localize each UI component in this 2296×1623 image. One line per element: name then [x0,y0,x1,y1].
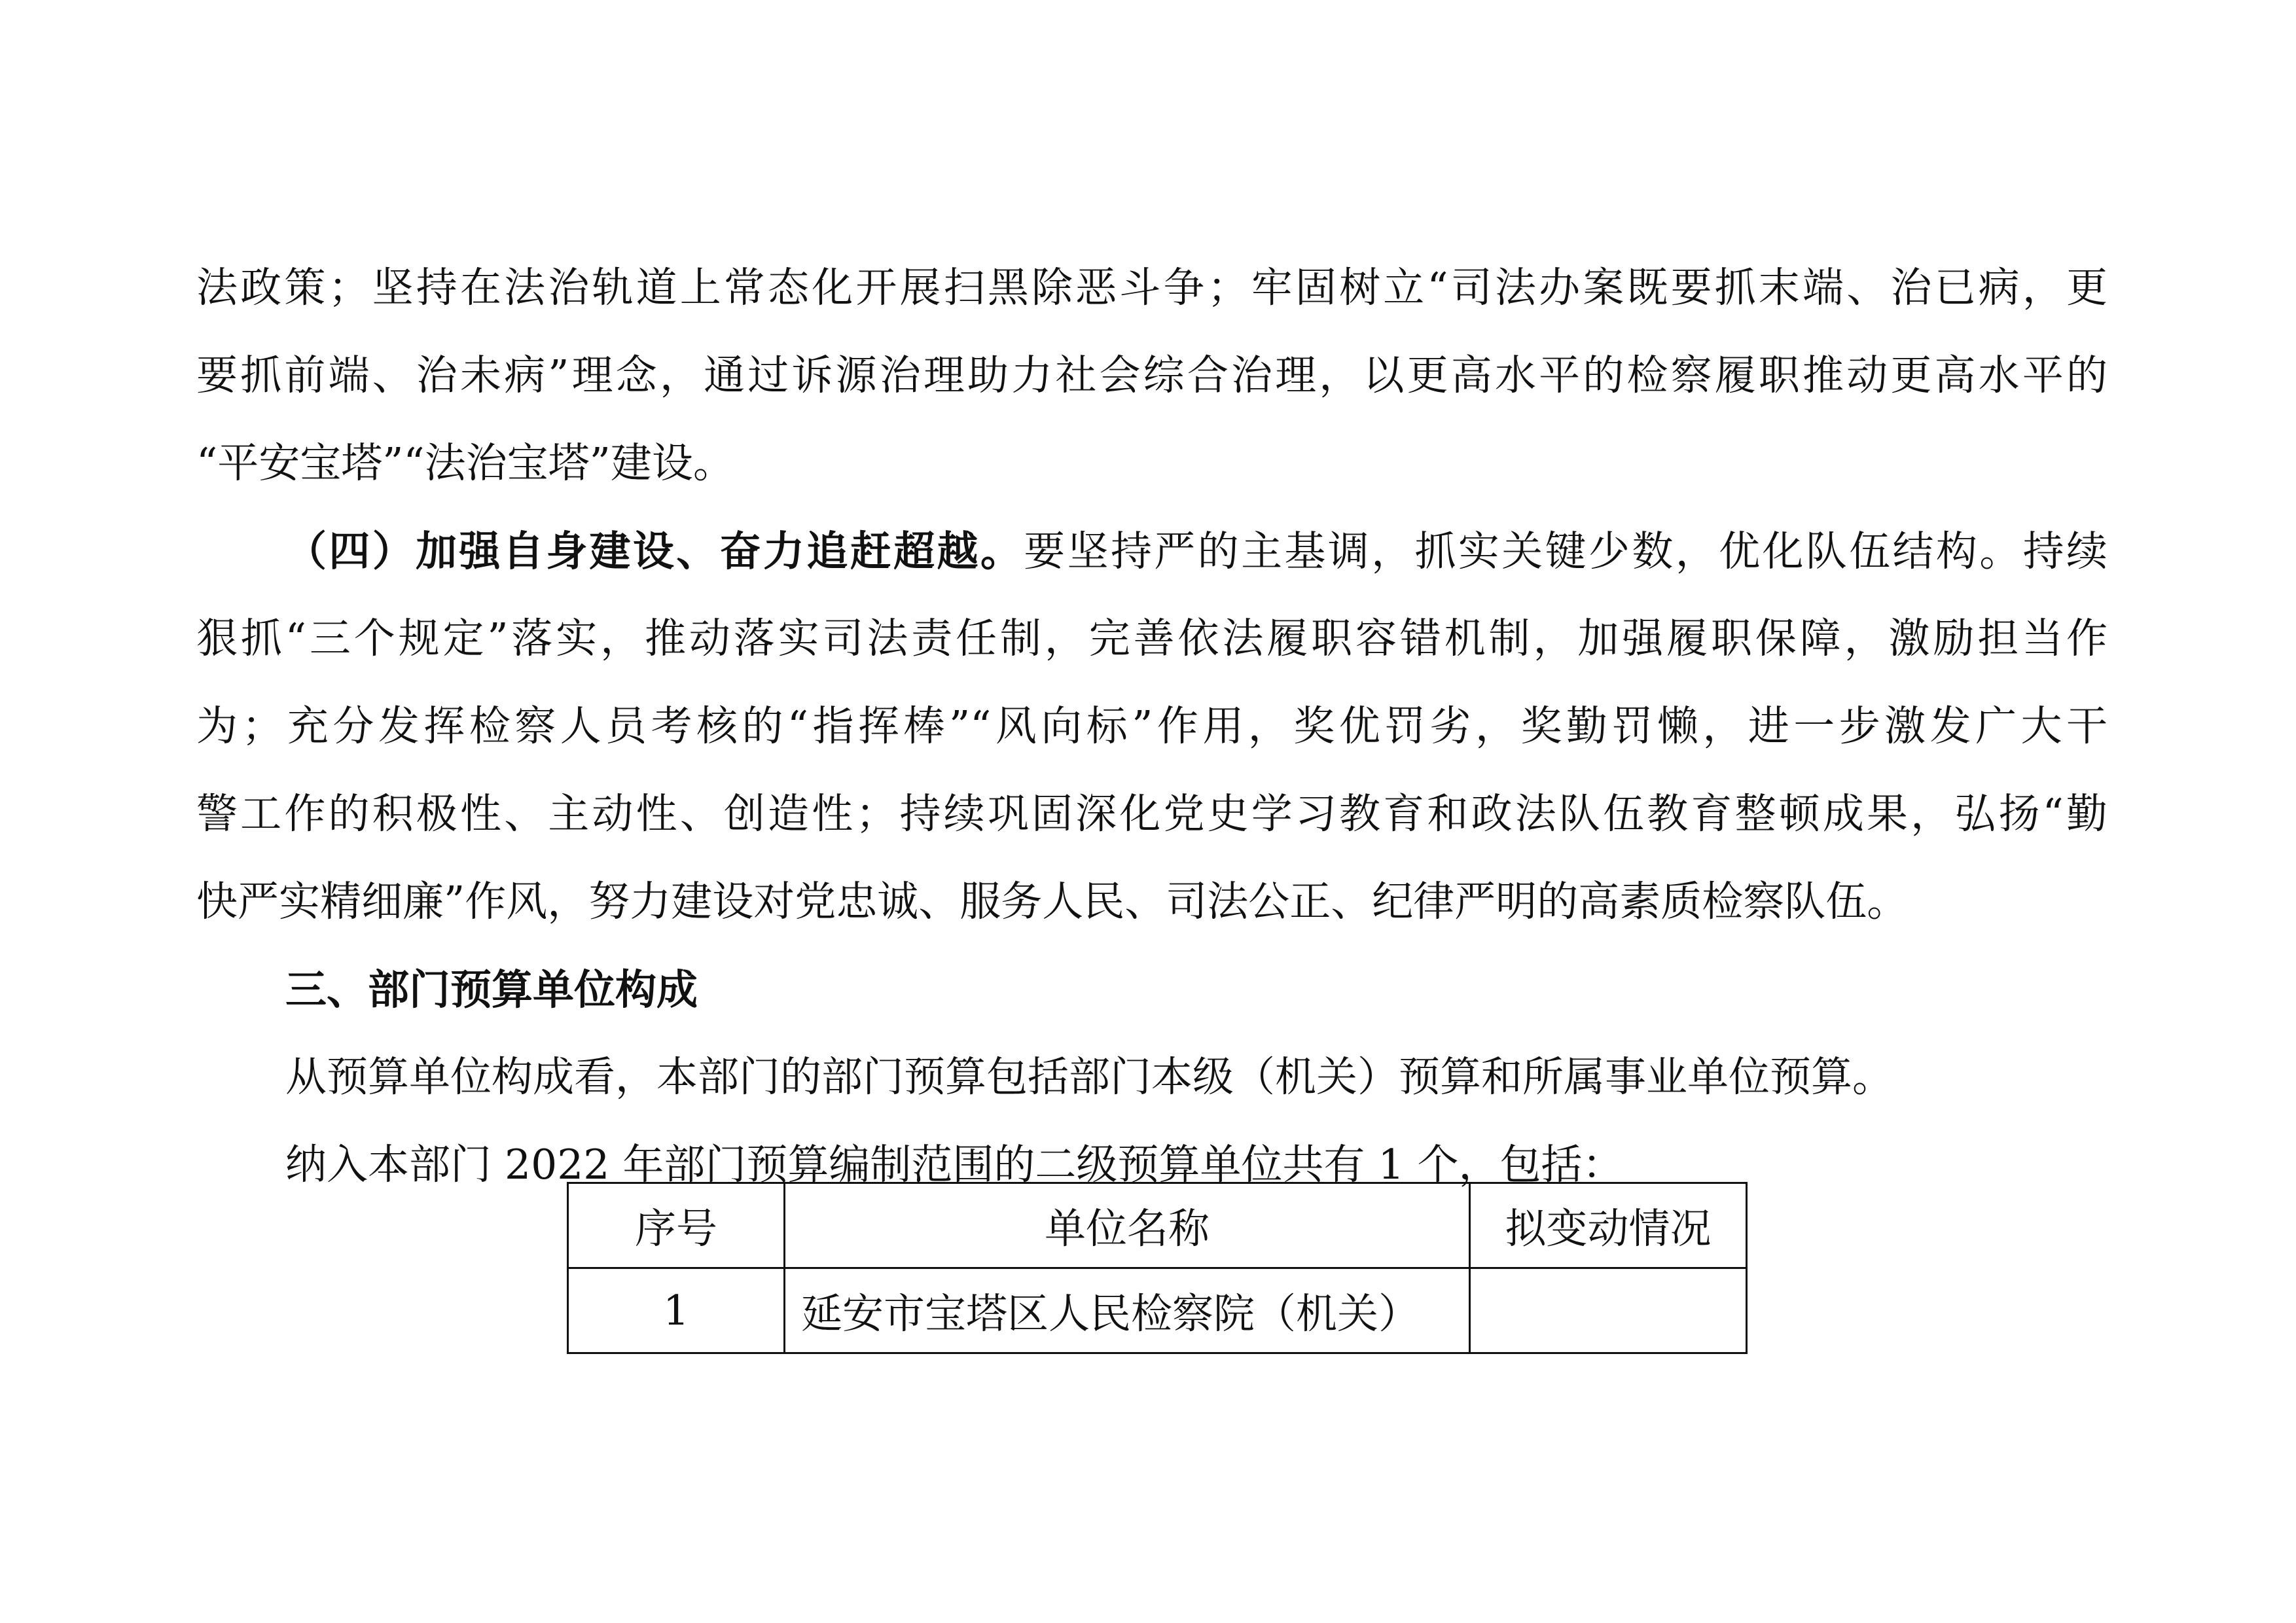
header-planned-change: 拟变动情况 [1470,1183,1747,1268]
paragraph-four-heading: （四）加强自身建设、奋力追赶超越。 [285,527,1024,575]
paragraph-four-line-3: 为；充分发挥检察人员考核的“指挥棒”“风向标”作用，奖优罚劣，奖勤罚懒，进一步激发广大干 [196,702,2108,750]
section-three-paragraph-2: 纳入本部门 2022 年部门预算编制范围的二级预算单位共有 1 个，包括： [285,1141,1624,1188]
section-three-paragraph-1: 从预算单位构成看，本部门的部门预算包括部门本级（机关）预算和所属事业单位预算。 [285,1053,1893,1101]
cell-planned-change [1470,1268,1747,1353]
table-header-row [568,1183,1747,1268]
table-row [568,1268,1747,1353]
paragraph-continuation-line-1: 法政策；坚持在法治轨道上常态化开展扫黑除恶斗争；牢固树立“司法办案既要抓末端、治已病，更 [196,264,2108,312]
cell-unit-name: 延安市宝塔区人民检察院（机关） [785,1268,1470,1353]
paragraph-four-line-4: 警工作的积极性、主动性、创造性；持续巩固深化党史学习教育和政法队伍教育整顿成果，弘扬“勤 [196,790,2108,838]
header-serial-number: 序号 [568,1183,785,1268]
paragraph-four-line-1 [285,512,2108,590]
paragraph-four-line-2: 狠抓“三个规定”落实，推动落实司法责任制，完善依法履职容错机制，加强履职保障，激励担当作 [196,615,2108,662]
paragraph-continuation-line-2: 要抓前端、治未病”理念，通过诉源治理助力社会综合治理，以更高水平的检察履职推动更高水平的 [196,351,2108,399]
paragraph-four-line-1-text: 要坚持严的主基调，抓实关键少数，优化队伍结构。持续 [1024,527,2108,575]
paragraph-continuation-line-3: “平安宝塔”“法治宝塔”建设。 [196,439,734,487]
section-three-heading: 三、部门预算单位构成 [285,965,698,1014]
header-unit-name: 单位名称 [785,1183,1470,1268]
budget-units-table [567,1182,1748,1354]
cell-serial-number: 1 [568,1268,785,1353]
paragraph-four-line-5: 快严实精细廉”作风，努力建设对党忠诚、服务人民、司法公正、纪律严明的高素质检察队伍。 [196,878,1909,925]
